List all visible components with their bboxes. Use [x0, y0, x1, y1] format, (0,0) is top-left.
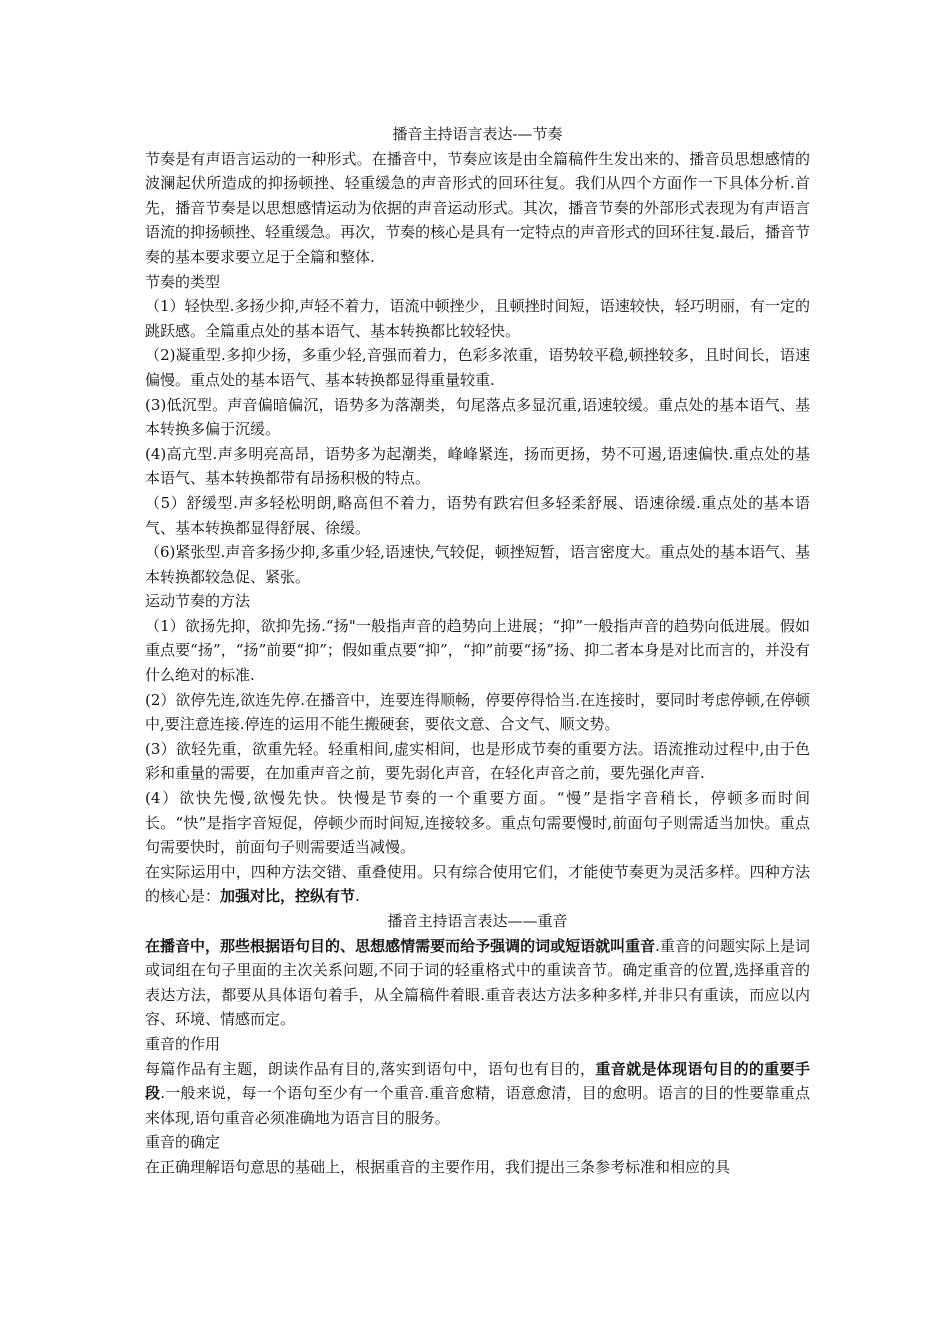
stress-determine-paragraph: 在正确理解语句意思的基础上，根据重音的主要作用，我们提出三条参考标准和相应的具	[145, 1157, 731, 1176]
rhythm-types-heading: 节奏的类型	[145, 272, 221, 291]
rhythm-summary-paragraph	[145, 860, 810, 909]
rhythm-method-item: （1）欲扬先抑，欲抑先扬.“扬"一般指声音的趋势向上进展；“抑”一般指声音的趋势向低进展。假如重点要“扬”，“扬”前要“抑”；假如重点要“抑”，“抑”前要“扬”扬、抑二者本身是对比而言的，并没有什么绝对的标准.	[145, 616, 810, 685]
rhythm-intro-paragraph: 节奏是有声语言运动的一种形式。在播音中，节奏应该是由全篇稿件生发出来的、播音员思想感情的波澜起伏所造成的抑扬顿挫、轻重缓急的声音形式的回环往复。我们从四个方面作一下具体分析.首先，播音节奏是以思想感情运动为依据的声音运动形式。其次，播音节奏的外部形式表现为有声语言语流的抑扬顿挫、轻重缓急。再次，节奏的核心是具有一定特点的声音形式的回环往复.最后，播音节奏的基本要求要立足于全篇和整体.	[145, 149, 810, 266]
rhythm-type-item: （6)紧张型.声音多扬少抑,多重少轻,语速快,气较促，顿挫短暂，语言密度大。重点处的基本语气、基本转换都较急促、紧张。	[145, 543, 810, 586]
stress-role-paragraph	[145, 1057, 810, 1131]
rhythm-methods-heading: 运动节奏的方法	[145, 592, 251, 611]
rhythm-method-item: (3）欲轻先重，欲重先轻。轻重相间,虚实相间，也是形成节奏的重要方法。语流推动过程中,由于色彩和重量的需要，在加重声音之前，要先弱化声音，在轻化声音之前，要先强化声音.	[145, 739, 810, 783]
section-title-stress: 播音主持语言表达——重音	[387, 912, 568, 930]
summary-emphasis: 加强对比，控纵有节	[220, 887, 356, 906]
stress-role-text-a: 每篇作品有主题，朗读作品有目的,落实到语句中，语句也有目的，	[145, 1059, 596, 1078]
rhythm-type-item: （2)凝重型.多抑少扬，多重少轻,音强而着力，色彩多浓重，语势较平稳,顿挫较多，且时间长，语速偏慢。重点处的基本语气、基本转换都显得重量较重.	[145, 346, 810, 389]
document-page	[145, 122, 810, 1180]
rhythm-method-item: (2）欲停先连,欲连先停.在播音中，连要连得顺畅，停要停得恰当.在连接时，要同时考虑停顿,在停顿中,要注意连接.停连的运用不能生搬硬套，要依文意、合文气、顺文势。	[145, 690, 810, 734]
summary-text: 在实际运用中，四种方法交错、重叠使用。只有综合使用它们，才能使节奏更为灵活多样。四种方法的核心是：	[145, 862, 810, 906]
stress-role-heading: 重音的作用	[145, 1034, 221, 1053]
stress-intro-text: .重音的问题实际上是词或词组在句子里面的主次关系问题,不同于词的轻重格式中的重读音节。确定重音的位置,选择重音的表达方法，都要从具体语句着手，从全篇稿件着眼.重音表达方法多种多样,并非只有重读，而应以内容、环境、情感而定。	[145, 936, 810, 1029]
stress-determine-heading: 重音的确定	[145, 1133, 221, 1152]
stress-definition: 在播音中，那些根据语句目的、思想感情需要而给予强调的词或短语就叫重音	[145, 936, 656, 955]
rhythm-type-item: (4)高亢型.声多明亮高昂，语势多为起潮类，峰峰紧连，扬而更扬，势不可遏,语速偏快.重点处的基本语气、基本转换都带有昂扬积极的特点。	[145, 444, 810, 488]
rhythm-type-item: （1）轻快型.多扬少抑,声轻不着力，语流中顿挫少，且顿挫时间短，语速较快，轻巧明丽，有一定的跳跃感。全篇重点处的基本语气、基本转换都比较轻快。	[145, 297, 810, 340]
rhythm-type-item: （5）舒缓型.声多轻松明朗,略高但不着力，语势有跌宕但多轻柔舒展、语速徐缓.重点处的基本语气、基本转换都显得舒展、徐缓。	[145, 493, 810, 537]
section-title-rhythm: 播音主持语言表达-—节奏	[392, 125, 563, 143]
summary-end: .	[355, 887, 360, 906]
stress-role-text-b: .一般来说，每一个语句至少有一个重音.重音愈精，语意愈清，目的愈明。语言的目的性要靠重点来体现,语句重音必须准确地为语言目的服务。	[145, 1084, 810, 1127]
rhythm-type-item: (3)低沉型。声音偏暗偏沉，语势多为落潮类，句尾落点多显沉重,语速较缓。重点处的基本语气、基本转换多偏于沉缓。	[145, 395, 810, 439]
stress-role-emphasis: 重音就是体现语句目的的重要手段	[145, 1059, 810, 1103]
rhythm-method-item: (4）欲快先慢,欲慢先快。快慢是节奏的一个重要方面。“慢”是指字音稍长，停顿多而时间长。“快”是指字音短促，停顿少而时间短,连接较多。重点句需要慢时,前面句子则需适当加快。重点句需要快时，前面句子则需要适当减慢。	[145, 789, 810, 857]
stress-intro-paragraph	[145, 934, 810, 1032]
